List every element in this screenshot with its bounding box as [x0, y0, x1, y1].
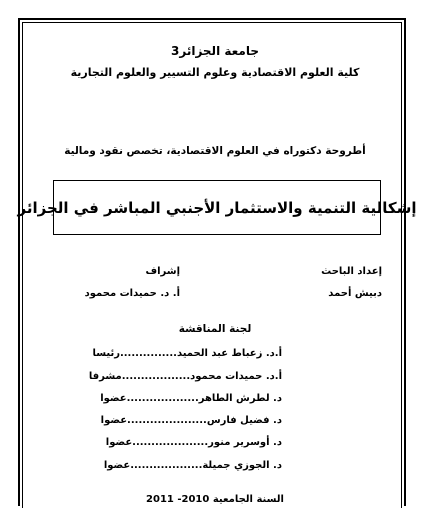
committee-member: د. الجوزي جميلة...................عضوا	[103, 460, 282, 471]
supervisor-label: إشراف	[145, 266, 180, 277]
inner-border	[22, 22, 402, 508]
committee-member: أ.د. حميدات محمود..................مشرفا	[88, 371, 282, 382]
committee-member: د. لطرش الطاهر...................عضوا	[100, 393, 282, 404]
committee-member: د. فضيل فارس.....................عضوا	[100, 415, 282, 426]
committee-heading: لجنة المناقشة	[178, 323, 252, 335]
thesis-title: إشكالية التنمية والاستثمار الأجنبي المباشر في الجزائر	[17, 198, 417, 217]
faculty-name: كلية العلوم الاقتصادية وعلوم التسيير والعلوم التجارية	[70, 66, 360, 79]
thesis-type: أطروحة دكتوراه في العلوم الاقتصادية، تخصص نقود ومالية	[64, 145, 366, 157]
author-label: إعداد الباحث	[321, 266, 382, 277]
supervisor-name: أ. د. حميدات محمود	[84, 288, 180, 299]
committee-member: د. أوسرير منور....................عضوا	[105, 437, 282, 448]
committee-member: أ.د. زعباط عبد الحميد...............رئيسا	[92, 348, 282, 359]
author-name: دبيش أحمد	[328, 288, 382, 299]
thesis-title-box	[17, 180, 417, 235]
academic-year: السنة الجامعية 2010- 2011	[146, 494, 284, 505]
university-name: جامعة الجزائر3	[171, 44, 259, 58]
